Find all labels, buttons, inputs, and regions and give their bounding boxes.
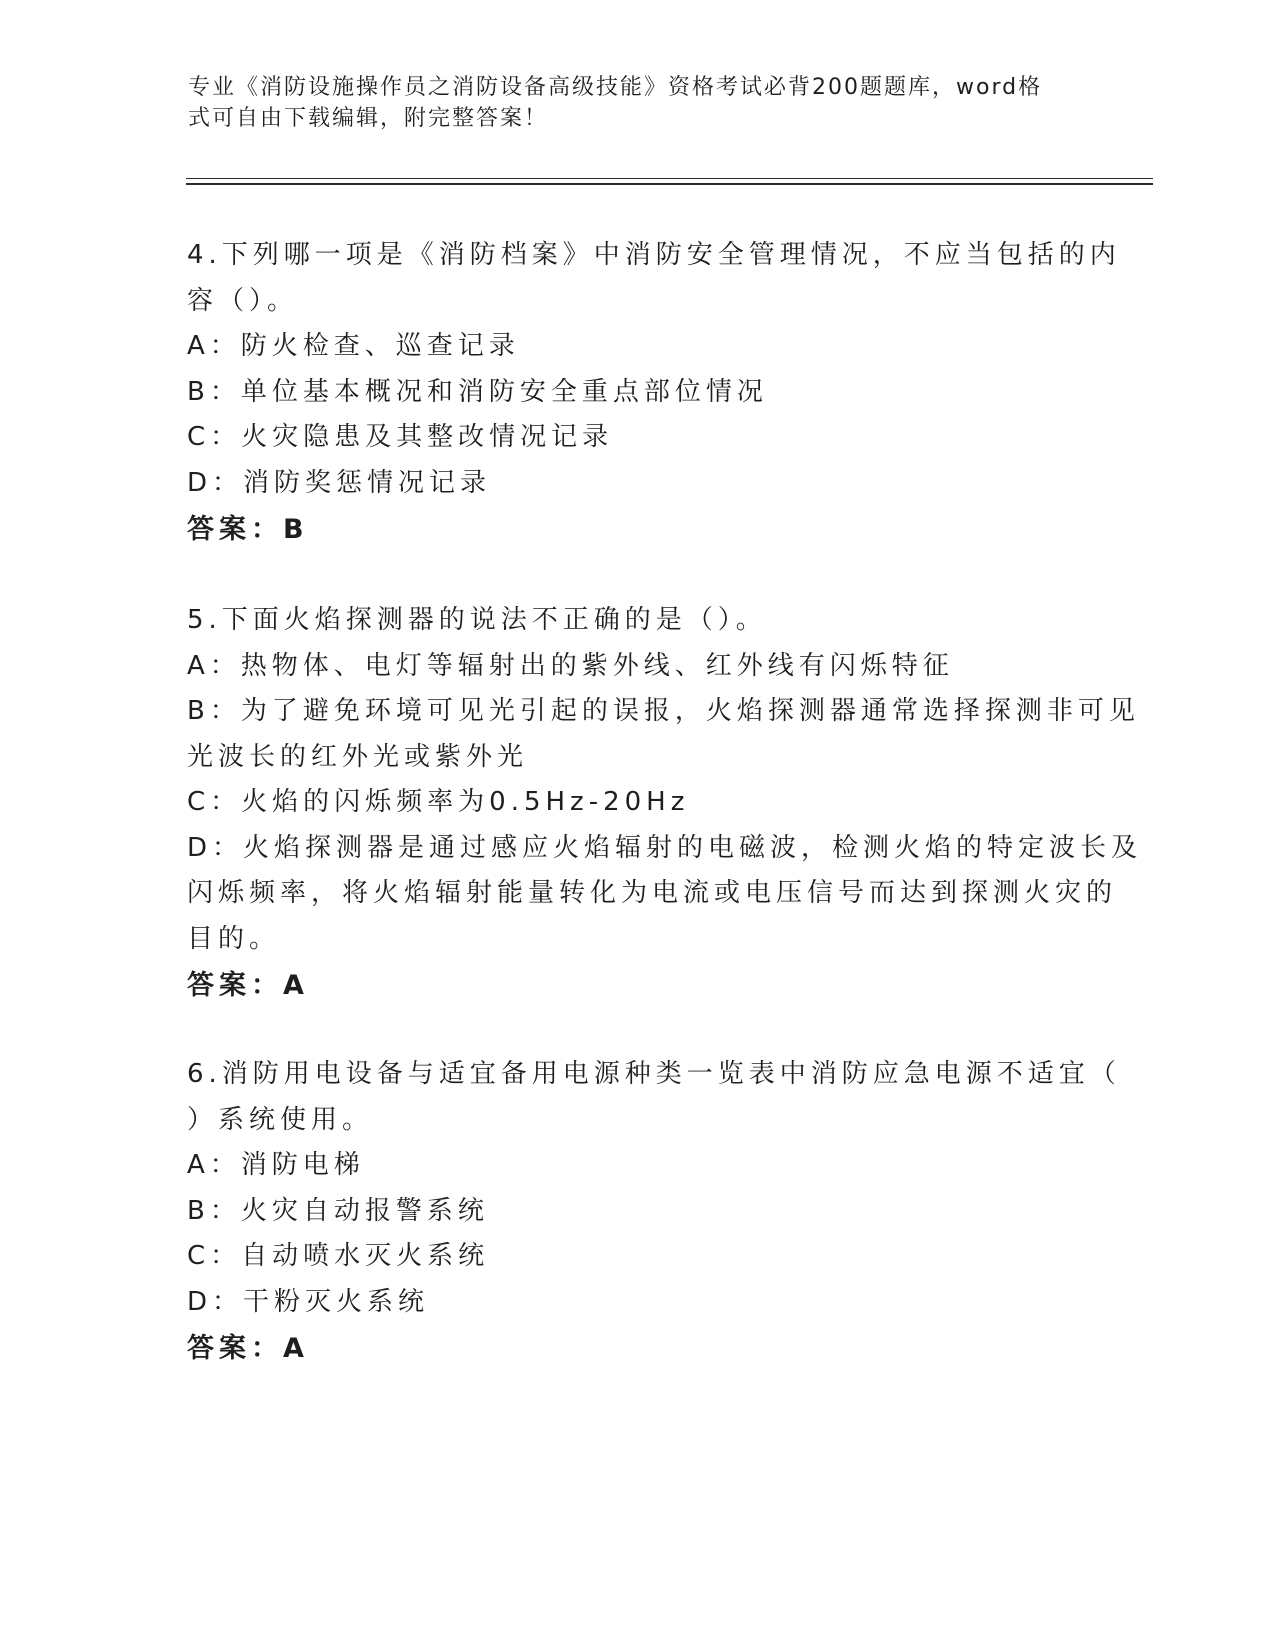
answer-value: B (283, 514, 305, 545)
option-d: D：干粉灭火系统 (187, 1286, 430, 1317)
answer-label: 答案： (187, 1333, 283, 1364)
option-b-continued: 光波长的红外光或紫外光 (187, 741, 529, 772)
answer-line (187, 507, 1087, 552)
answer-value: A (283, 1333, 305, 1364)
option-b: B：为了避免环境可见光引起的误报，火焰探测器通常选择探测非可见 (187, 696, 1140, 726)
document-header (188, 72, 1088, 134)
answer-label: 答案： (187, 514, 283, 545)
option-d: D：消防奖惩情况记录 (187, 467, 492, 498)
option-c: C：火灾隐患及其整改情况记录 (187, 422, 614, 452)
answer-line (187, 1326, 1087, 1371)
question-stem-line: 4.下列哪一项是《消防档案》中消防安全管理情况，不应当包括的内 (187, 240, 1121, 270)
option-a: A：防火检查、巡查记录 (187, 331, 520, 361)
option-d-continued: 闪烁频率，将火焰辐射能量转化为电流或电压信号而达到探测火灾的 (187, 878, 1118, 908)
option-c: C：自动喷水灭火系统 (187, 1241, 490, 1271)
option-a: A：热物体、电灯等辐射出的紫外线、红外线有闪烁特征 (187, 650, 954, 681)
header-divider-thin (186, 178, 1153, 179)
header-divider-thick (186, 183, 1153, 185)
option-b: B：火灾自动报警系统 (187, 1195, 489, 1226)
answer-line (187, 963, 1087, 1008)
question-stem-line: 容（）。 (187, 285, 299, 316)
header-line-2: 式可自由下载编辑，附完整答案！ (188, 106, 549, 131)
option-c: C：火焰的闪烁频率为0.5Hz-20Hz (187, 787, 690, 817)
answer-value: A (283, 970, 305, 1001)
option-b: B：单位基本概况和消防安全重点部位情况 (187, 376, 768, 407)
question-stem-line: 5.下面火焰探测器的说法不正确的是（）。 (187, 605, 767, 635)
question-6 (187, 1052, 1121, 1371)
answer-label: 答案： (187, 970, 283, 1001)
option-d: D：火焰探测器是通过感应火焰辐射的电磁波，检测火焰的特定波长及 (187, 832, 1143, 863)
header-line-1: 专业《消防设施操作员之消防设备高级技能》资格考试必背200题题库，word格 (188, 75, 1043, 100)
question-stem-line: ）系统使用。 (187, 1104, 374, 1135)
option-a: A：消防电梯 (187, 1150, 365, 1180)
question-5 (187, 598, 1143, 1008)
question-4 (187, 233, 1121, 552)
option-d-continued: 目的。 (187, 923, 281, 954)
question-stem-line: 6.消防用电设备与适宜备用电源种类一览表中消防应急电源不适宜（ (187, 1059, 1121, 1089)
